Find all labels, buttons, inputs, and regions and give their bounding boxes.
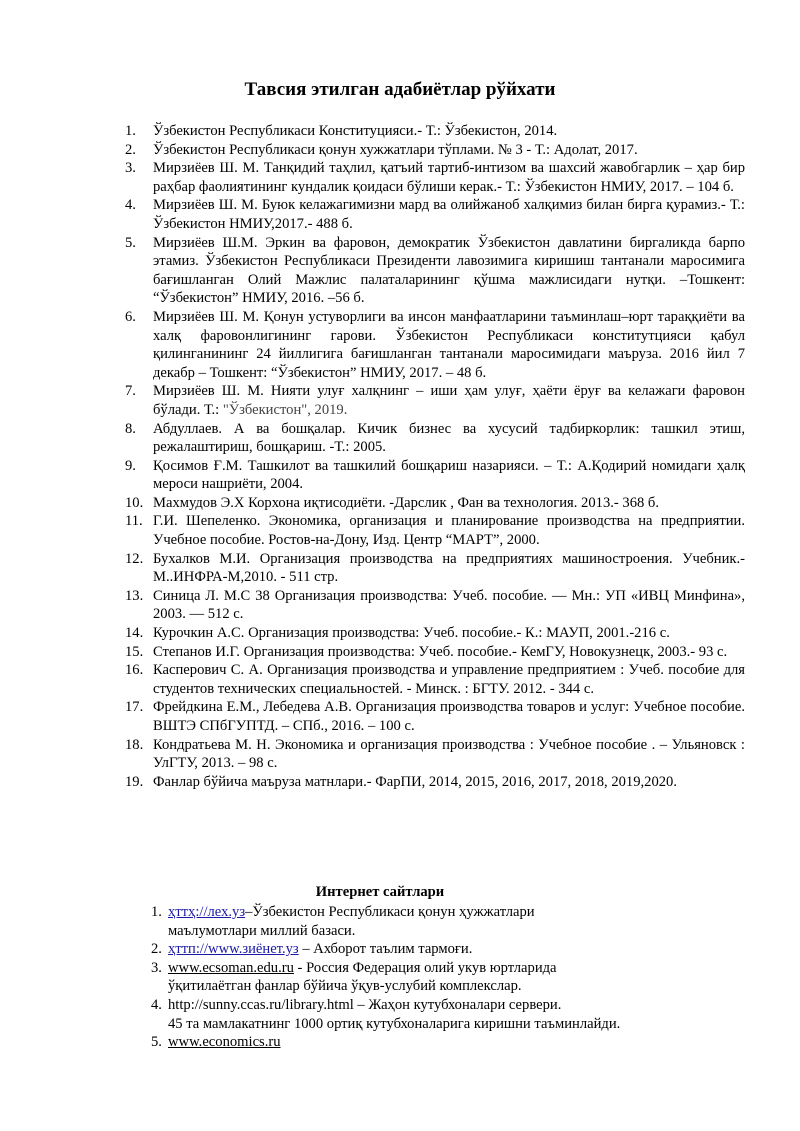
reference-item: [125, 661, 745, 698]
reference-item: [125, 141, 745, 160]
reference-list: [125, 122, 745, 791]
site-link[interactable]: ҳттҳ://лех.уз: [168, 904, 246, 920]
internet-sites-title: Интернет сайтлари: [315, 884, 445, 900]
reference-text-publisher: "Ўзбекистон", 2019.: [222, 401, 348, 418]
reference-number: 6.: [125, 308, 136, 325]
site-item: [151, 940, 751, 959]
reference-number: 2.: [125, 141, 136, 158]
reference-number: 1.: [125, 123, 136, 139]
reference-text: Мирзиёев Ш. М. Танқидий таҳлил, қатъий тартиб-интизом ва шахсий жавобгарлик – ҳар бир раҳбар фаолиятининг кундалик қоидаси бўлиши керак.- Т.: Ўзбекистон НМИУ, 2017. – 104 б.: [153, 160, 745, 195]
reference-number: 10.: [125, 494, 144, 511]
reference-item: [125, 587, 745, 624]
reference-number: 16.: [125, 662, 144, 679]
reference-text: Мирзиёев Ш. М. Нияти улуғ халқнинг – иши ҳам улуғ, ҳаёти ёруғ ва келажаги фаровон бўлади. Т.:: [153, 383, 745, 418]
site-number: 5.: [151, 1034, 162, 1051]
reference-text: Махмудов Э.Х Корхона иқтисодиёти. -Дарслик , Фан ва технология. 2013.- 368 б.: [153, 494, 660, 511]
reference-item: [125, 736, 745, 773]
site-description: –Ўзбекистон Республикаси қонун ҳужжатлари: [245, 904, 535, 920]
reference-text: Мирзиёев Ш. М. Буюк келажагимизни мард ва олийжаноб халқимиз билан бирга қурамиз.- Т.: Ўзбекистон НМИУ,2017.- 488 б.: [153, 197, 745, 232]
reference-item: [125, 624, 745, 643]
reference-text: Мирзиёев Ш.М. Эркин ва фаровон, демократик Ўзбекистон давлатини биргаликда барпо этамиз. Ўзбекистон Республикаси Президенти лавозимига киришиш тантанали маросимига бағишланган Олий Мажлис палаталарининг қўшма мажлисидаги нутқи. –Тошкент: “Ўзбекистон” НМИУ, 2016. –56 б.: [153, 234, 745, 307]
reference-number: 17.: [125, 699, 144, 716]
site-number: 2.: [151, 941, 162, 958]
reference-text: Курочкин А.С. Организация производства: Учеб. пособие.- К.: МАУП, 2001.-216 с.: [153, 625, 670, 642]
reference-item: [125, 234, 745, 308]
site-description-continued: ўқитилаётган фанлар бўйича ўқув-услубий комплекслар.: [168, 978, 522, 995]
reference-number: 14.: [125, 625, 144, 642]
internet-sites-list: [151, 903, 751, 1052]
reference-text: Фрейдкина Е.М., Лебедева А.В. Организация производства товаров и услуг: Учебное пособие. ВШТЭ СПбГУПТД. – СПб., 2016. – 100 с.: [153, 699, 745, 734]
reference-item: [125, 382, 745, 419]
reference-number: 12.: [125, 550, 144, 567]
reference-text: Қосимов Ғ.М. Ташкилот ва ташкилий бошқариш назарияси. – Т.: А.Қодирий номидаги ҳалқ мероси нашриёти, 2004.: [153, 457, 745, 493]
reference-text: Абдуллаев. А ва бошқалар. Кичик бизнес ва хусусий тадбиркорлик: ташкил этиш, режалаштириш, бошқариш. -Т.: 2005.: [153, 420, 745, 456]
site-link[interactable]: www.ecsoman.edu.ru: [168, 959, 294, 976]
site-description: http://sunny.ccas.ru/library.html – Жаҳон кутубхоналари сервери.: [168, 996, 562, 1013]
page-title: Тавсия этилган адабиётлар рўйхати: [244, 79, 556, 100]
reference-text: Кондратьева М. Н. Экономика и организация производства : Учебное пособие . – Ульяновск : УлГТУ, 2013. – 98 с.: [153, 736, 745, 772]
reference-item: [125, 698, 745, 735]
reference-number: 13.: [125, 587, 144, 604]
reference-text: Мирзиёев Ш. М. Қонун устуворлиги ва инсон манфаатларини таъминлаш–юрт тараққиёти ва халқ фаровонлигининг гарови. Ўзбекистон Республикаси конститутцияси қабул қилинганининг 24 йиллигига бағишланган тантанали маросимидаги маъруза. 2016 йил 7 декабр – Тошкент: “Ўзбекистон” НМИУ, 2017. – 48 б.: [153, 308, 745, 381]
site-description-continued: 45 та мамлакатнинг 1000 ортиқ кутубхоналарига киришни таъминлайди.: [168, 1015, 621, 1032]
reference-item: [125, 773, 745, 792]
reference-number: 3.: [125, 160, 136, 177]
reference-item: [125, 308, 745, 382]
reference-number: 8.: [125, 420, 136, 437]
reference-item: [125, 643, 745, 662]
reference-number: 19.: [125, 773, 144, 790]
reference-number: 15.: [125, 643, 144, 660]
site-item: [151, 1033, 751, 1052]
reference-item: [125, 512, 745, 549]
reference-item: [125, 159, 745, 196]
site-number: 3.: [151, 959, 162, 976]
site-link[interactable]: www.economics.ru: [168, 1034, 281, 1051]
reference-number: 18.: [125, 736, 144, 753]
reference-item: [125, 420, 745, 457]
reference-number: 4.: [125, 197, 136, 214]
reference-text: Касперович С. А. Организация производства и управление предприятием : Учеб. пособие для студентов технических специальностей. - Минск. : БГТУ. 2012. - 344 с.: [153, 662, 745, 697]
site-number: 1.: [151, 904, 162, 920]
site-description-continued: маълумотлари миллий базаси.: [168, 922, 356, 939]
reference-text: Бухалков М.И. Организация производства на предприятиях машиностроения. Учебник.-М..ИНФРА-М,2010. - 511 стр.: [153, 550, 745, 586]
site-description: - Россия Федерация олий укув юртларида: [293, 959, 557, 976]
reference-text: Ўзбекистон Республикаси Конституцияси.- Т.: Ўзбекистон, 2014.: [153, 123, 558, 139]
reference-number: 11.: [125, 513, 143, 530]
site-description: – Ахборот таълим тармоғи.: [298, 941, 473, 958]
reference-item: [125, 196, 745, 233]
reference-number: 9.: [125, 457, 136, 474]
reference-item: [125, 122, 745, 141]
reference-item: [125, 457, 745, 494]
reference-text: Степанов И.Г. Организация производства: Учеб. пособие.- КемГУ, Новокузнецк, 2003.- 93 с.: [153, 643, 728, 660]
reference-text: Ўзбекистон Республикаси қонун хужжатлари тўплами. № 3 - Т.: Адолат, 2017.: [153, 141, 638, 158]
site-number: 4.: [151, 996, 162, 1013]
site-link[interactable]: ҳттп://www.зиёнет.уз: [168, 941, 299, 958]
reference-item: [125, 494, 745, 513]
reference-number: 5.: [125, 234, 136, 251]
reference-text: Фанлар бўйича маъруза матнлари.- ФарПИ, 2014, 2015, 2016, 2017, 2018, 2019,2020.: [153, 773, 677, 790]
site-item: [151, 903, 751, 940]
reference-text: Г.И. Шепеленко. Экономика, организация и планирование производства на предприятии. Учебное пособие. Ростов-на-Дону, Изд. Центр “МАРТ”, 2000.: [153, 513, 745, 549]
site-item: [151, 996, 751, 1033]
reference-number: 7.: [125, 383, 136, 400]
site-item: [151, 959, 751, 996]
reference-text: Синица Л. М.С 38 Организация производства: Учеб. пособие. — Мн.: УП «ИВЦ Минфина», 2003. — 512 с.: [153, 587, 745, 623]
reference-item: [125, 550, 745, 587]
